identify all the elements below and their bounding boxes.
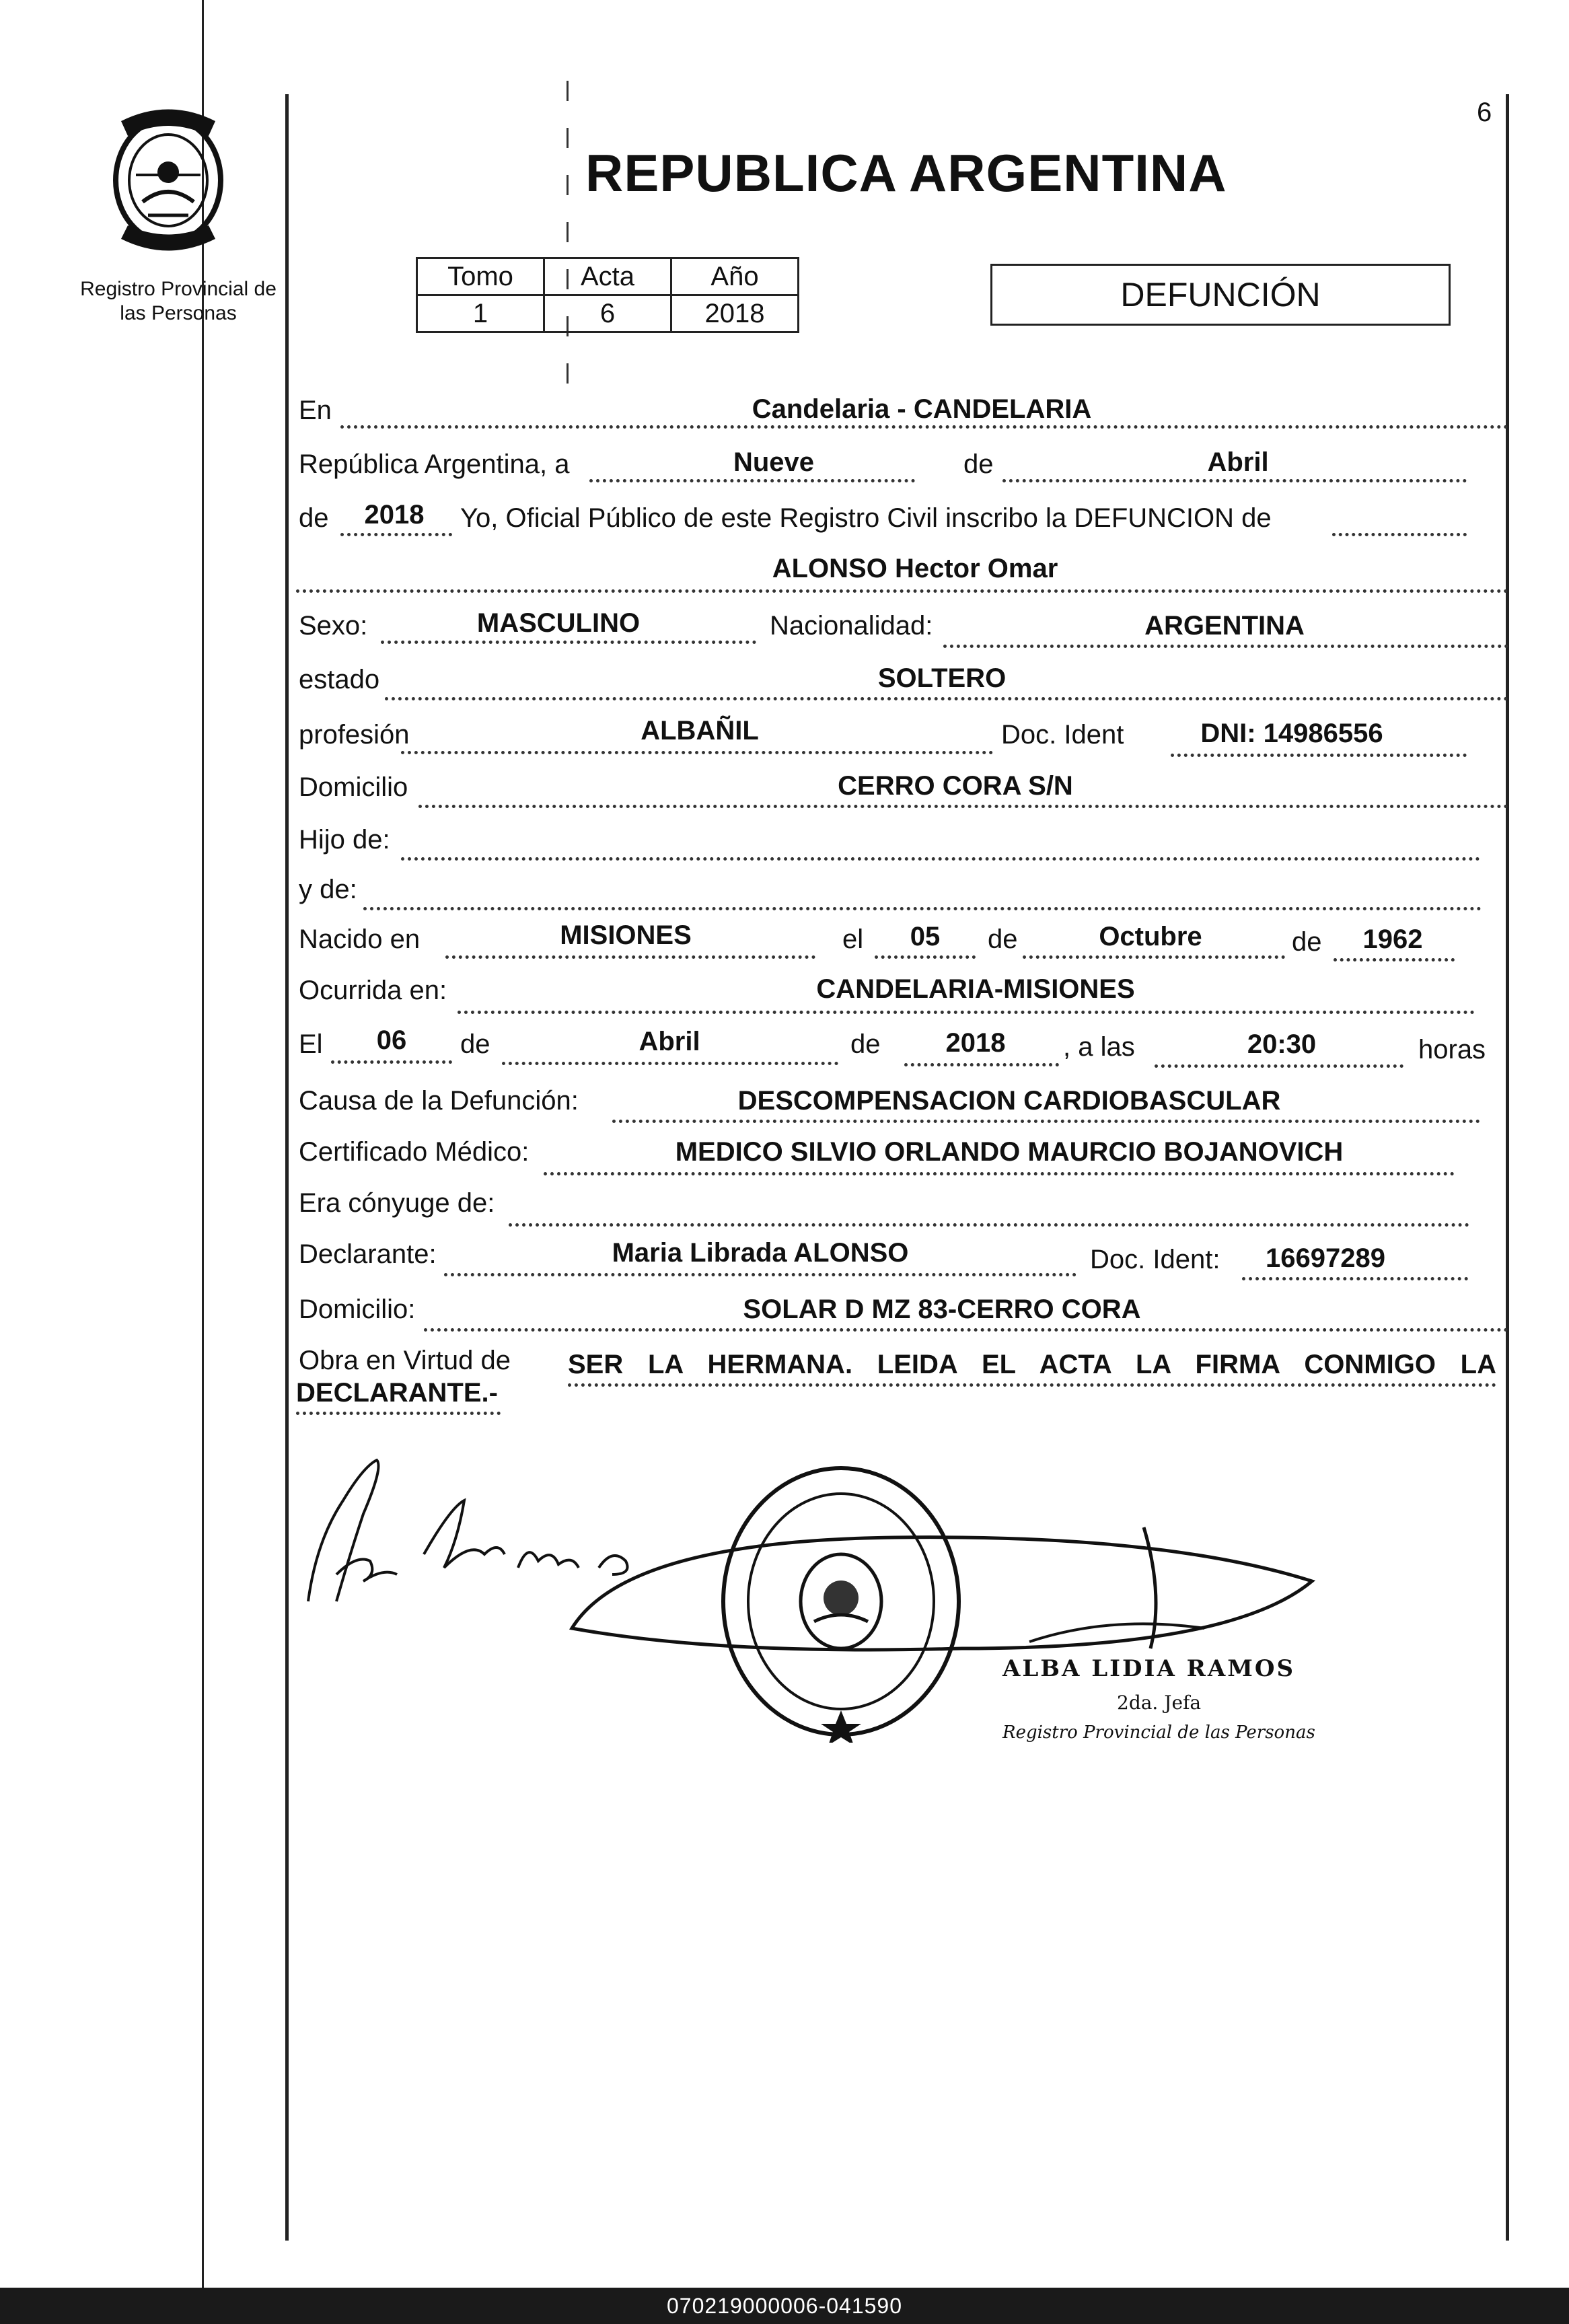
de-label-2: de — [299, 503, 329, 533]
official-signature — [558, 1514, 1332, 1675]
month-dotted-line — [1002, 479, 1467, 482]
death-day-dotted-line — [331, 1060, 452, 1064]
profession-value: ALBAÑIL — [641, 716, 759, 746]
child-of-label: Hijo de: — [299, 825, 390, 855]
declarant-doc-value: 16697289 — [1266, 1243, 1385, 1273]
birth-month-value: Octubre — [1099, 922, 1202, 951]
place-value: Candelaria - CANDELARIA — [752, 394, 1092, 424]
spouse-label: Era cónyuge de: — [299, 1188, 495, 1218]
civil-status-dotted-line — [385, 697, 1508, 700]
place-dotted-line — [340, 425, 1508, 429]
born-in-value: MISIONES — [560, 920, 692, 950]
official-name: ALBA LIDIA RAMOS — [1002, 1655, 1296, 1682]
death-year-dotted-line — [904, 1063, 1059, 1066]
footer-barcode-number: 070219000006-041590 — [0, 2288, 1569, 2324]
cause-label: Causa de la Defunción: — [299, 1086, 579, 1116]
occurred-in-dotted-line — [458, 1011, 1475, 1014]
virtue-text-line-2: DECLARANTE.- — [296, 1378, 498, 1408]
death-month-value: Abril — [638, 1027, 700, 1056]
registry-name: Registro Provincial de las Personas — [80, 278, 277, 324]
death-year-value: 2018 — [945, 1028, 1006, 1058]
civil-status-value: SOLTERO — [877, 663, 1007, 693]
death-time-value: 20:30 — [1247, 1029, 1317, 1059]
inscription-text: Yo, Oficial Público de este Registro Civil inscribo la DEFUNCION de — [460, 503, 1272, 533]
de-label-6: de — [850, 1029, 881, 1059]
birth-day-dotted-line — [875, 955, 976, 959]
and-of-dotted-line — [363, 907, 1482, 910]
acta-header-anio: Año — [671, 258, 799, 295]
child-of-dotted-line — [401, 857, 1480, 861]
doc-ident-dotted-line — [1171, 754, 1467, 757]
birth-month-dotted-line — [1023, 955, 1285, 959]
occurred-in-label: Ocurrida en: — [299, 976, 447, 1005]
death-day-value: 06 — [376, 1025, 407, 1055]
acta-value-acta: 6 — [544, 295, 671, 332]
fold-line — [567, 81, 569, 390]
birth-year-dotted-line — [1334, 958, 1455, 961]
date-intro-label: República Argentina, a — [299, 449, 570, 479]
deceased-name-value: ALONSO Hector Omar — [772, 554, 1058, 583]
year-dotted-line — [340, 533, 452, 536]
nationality-value: ARGENTINA — [1144, 611, 1305, 641]
profession-dotted-line — [401, 751, 993, 754]
declarant-doc-label: Doc. Ident: — [1090, 1245, 1220, 1274]
declarant-label: Declarante: — [299, 1239, 437, 1269]
page-frame-right — [1506, 94, 1509, 2241]
birth-day-value: 05 — [910, 922, 941, 951]
cause-dotted-line — [612, 1120, 1480, 1123]
address-label: Domicilio — [299, 772, 408, 802]
sex-dotted-line — [381, 641, 756, 644]
certificate-label: Certificado Médico: — [299, 1137, 530, 1167]
and-of-label: y de: — [299, 875, 357, 904]
acta-header-acta: Acta — [544, 258, 671, 295]
sex-label: Sexo: — [299, 611, 368, 641]
born-in-dotted-line — [445, 955, 815, 959]
country-title: REPUBLICA ARGENTINA — [585, 143, 1227, 203]
address-dotted-line — [418, 805, 1508, 808]
declarant-address-dotted-line — [424, 1328, 1508, 1332]
el-label: el — [842, 924, 864, 954]
birth-year-value: 1962 — [1362, 924, 1423, 954]
address-value: CERRO CORA S/N — [838, 771, 1073, 801]
inscription-dotted-line — [1332, 533, 1467, 536]
official-office: Registro Provincial de las Personas — [1002, 1722, 1315, 1743]
spouse-dotted-line — [509, 1223, 1469, 1227]
virtue-label: Obra en Virtud de — [299, 1346, 511, 1375]
certificate-value: MEDICO SILVIO ORLANDO MAURCIO BOJANOVICH — [675, 1137, 1344, 1167]
at-label: , a las — [1063, 1032, 1135, 1062]
declarant-address-value: SOLAR D MZ 83-CERRO CORA — [743, 1295, 1141, 1324]
death-time-dotted-line — [1155, 1064, 1403, 1068]
civil-status-label: estado — [299, 665, 380, 694]
nationality-label: Nacionalidad: — [770, 611, 933, 641]
certificate-dotted-line — [544, 1172, 1455, 1175]
virtue-text-line-1: SER LA HERMANA. LEIDA EL ACTA LA FIRMA CONMIGO LA — [568, 1350, 1496, 1379]
death-month-dotted-line — [502, 1062, 838, 1065]
day-dotted-line — [589, 479, 915, 482]
doc-ident-label: Doc. Ident — [1001, 720, 1124, 750]
acta-table — [416, 257, 799, 333]
deceased-name-dotted-line — [296, 589, 1508, 593]
acta-header-tomo: Tomo — [417, 258, 544, 295]
declarant-address-label: Domicilio: — [299, 1295, 416, 1324]
page-frame-left — [285, 94, 289, 2241]
nationality-dotted-line — [943, 645, 1508, 648]
place-label: En — [299, 396, 332, 425]
declarant-dotted-line — [444, 1273, 1077, 1276]
month-value: Abril — [1207, 447, 1269, 477]
sex-value: MASCULINO — [476, 608, 641, 638]
occurred-in-value: CANDELARIA-MISIONES — [816, 974, 1135, 1004]
acta-table-value-row — [417, 295, 799, 332]
declarant-value: Maria Librada ALONSO — [612, 1238, 909, 1268]
acta-value-tomo: 1 — [417, 295, 544, 332]
de-label-3: de — [988, 924, 1018, 954]
day-words-value: Nueve — [733, 447, 815, 477]
left-margin-line — [202, 0, 204, 2288]
acta-table-header-row — [417, 258, 799, 295]
page-number: 6 — [1477, 98, 1492, 127]
declarant-doc-dotted-line — [1242, 1277, 1468, 1280]
acta-value-anio: 2018 — [671, 295, 799, 332]
virtue-line-2-dotted-line — [296, 1412, 501, 1415]
province-coat-of-arms — [101, 101, 235, 256]
virtue-line-1-dotted-line — [568, 1383, 1496, 1387]
el-label-2: El — [299, 1029, 323, 1059]
cause-value: DESCOMPENSACION CARDIOBASCULAR — [737, 1086, 1281, 1116]
profession-label: profesión — [299, 720, 410, 750]
official-role: 2da. Jefa — [1117, 1692, 1202, 1714]
doc-ident-value: DNI: 14986556 — [1200, 719, 1383, 748]
document-type: DEFUNCIÓN — [990, 264, 1451, 326]
hours-label: horas — [1418, 1035, 1486, 1064]
de-label-4: de — [1292, 927, 1322, 957]
born-in-label: Nacido en — [299, 924, 421, 954]
year-value: 2018 — [364, 500, 425, 530]
de-label-5: de — [460, 1029, 490, 1059]
de-label-1: de — [963, 449, 994, 479]
